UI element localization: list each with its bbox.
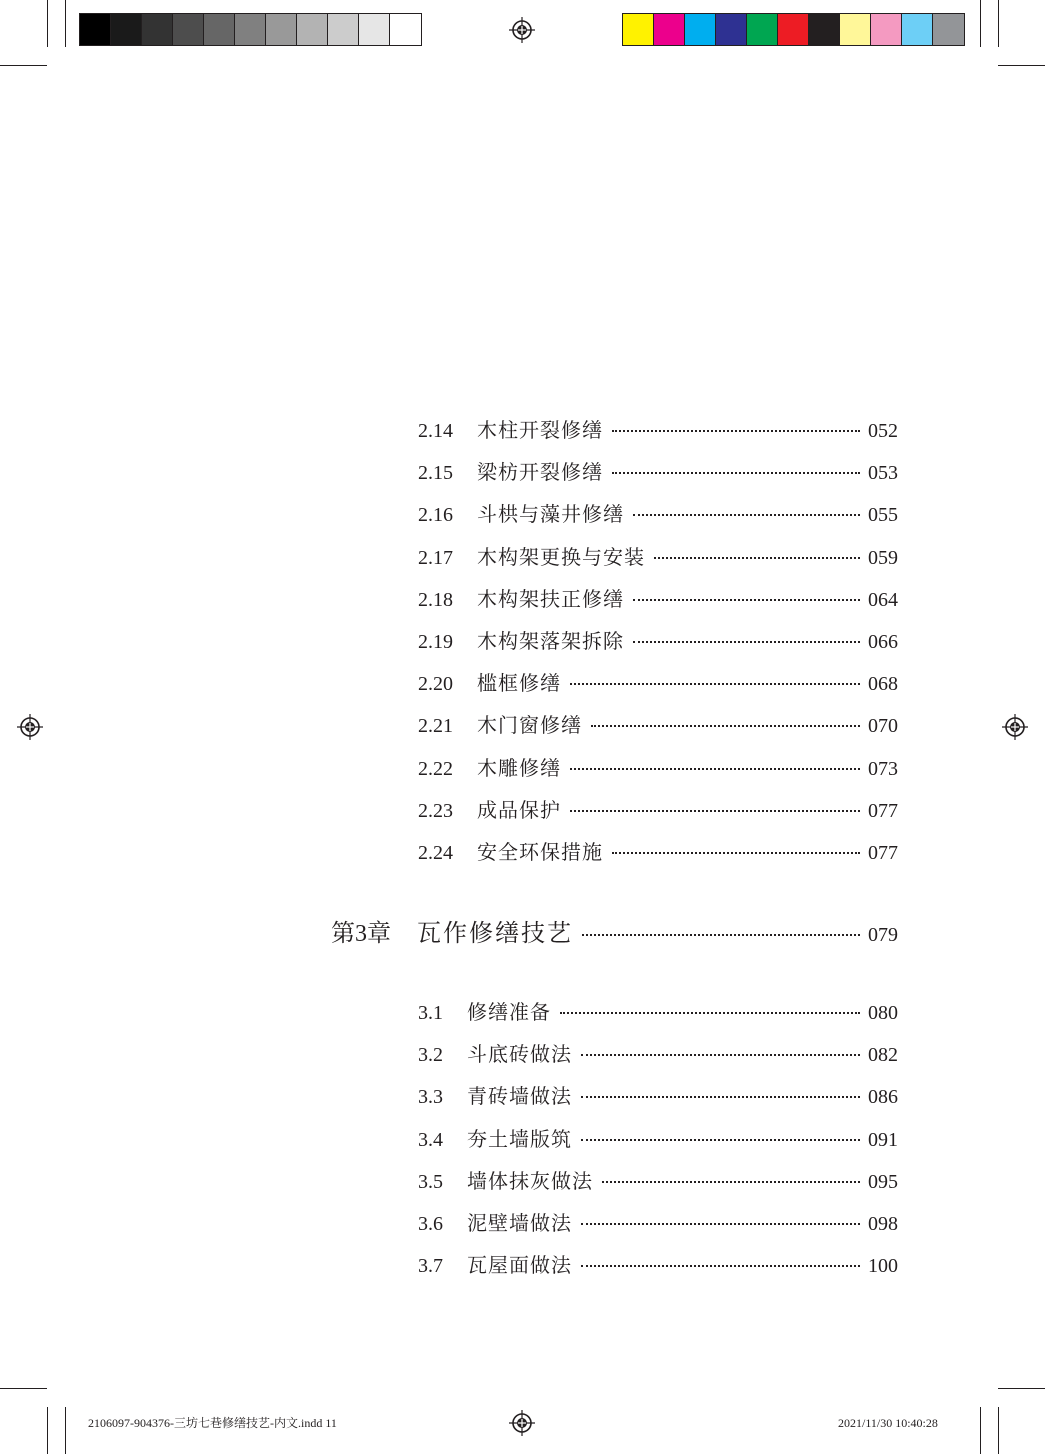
crop-mark — [998, 1407, 999, 1454]
entry-number: 2.24 — [418, 842, 453, 864]
entry-number: 2.22 — [418, 757, 453, 780]
entry-page: 086 — [868, 1086, 898, 1109]
registration-mark-icon — [17, 714, 43, 740]
color-swatch — [654, 14, 685, 45]
toc-entry — [418, 670, 898, 698]
slug-filename: 2106097-904376-三坊七巷修缮技艺-内文.indd 11 — [88, 1416, 337, 1430]
dot-leader — [612, 466, 860, 474]
entry-title: 木构架更换与安装 — [477, 546, 645, 569]
entry-title: 木雕修缮 — [477, 757, 561, 780]
toc-entry — [418, 1083, 898, 1111]
color-swatch — [933, 14, 964, 45]
crop-mark — [980, 0, 981, 47]
registration-mark-icon — [1002, 714, 1028, 740]
color-swatch — [840, 14, 871, 45]
entry-number: 2.16 — [418, 504, 453, 527]
entry-number: 2.20 — [418, 673, 453, 696]
toc-entry — [418, 586, 898, 614]
process-color-bar — [622, 13, 965, 46]
entry-number: 2.14 — [418, 420, 453, 442]
color-swatch — [204, 14, 235, 45]
entry-page: 100 — [868, 1255, 898, 1278]
color-swatch — [685, 14, 716, 45]
toc-entry — [418, 1126, 898, 1154]
entry-number: 3.5 — [418, 1170, 443, 1193]
entry-title: 木构架扶正修缮 — [477, 588, 624, 611]
entry-page: 053 — [868, 462, 898, 485]
registration-mark-icon — [509, 1410, 535, 1436]
entry-title: 安全环保措施 — [477, 842, 603, 864]
entry-page: 064 — [868, 588, 898, 611]
dot-leader — [570, 804, 860, 812]
chapter-page: 079 — [868, 924, 898, 946]
dot-leader — [560, 1006, 860, 1014]
color-swatch — [297, 14, 328, 45]
color-swatch — [871, 14, 902, 45]
entry-page: 091 — [868, 1128, 898, 1151]
crop-mark — [65, 1407, 66, 1454]
entry-page: 098 — [868, 1213, 898, 1235]
entry-page: 066 — [868, 631, 898, 653]
chapter-title: 瓦作修缮技艺 — [417, 921, 573, 947]
crop-mark — [0, 1388, 47, 1389]
toc-entry — [418, 1041, 898, 1069]
toc-entry — [418, 1252, 898, 1280]
entry-title: 成品保护 — [477, 799, 561, 822]
toc-entry — [418, 839, 898, 867]
dot-leader — [581, 1217, 860, 1225]
color-swatch — [142, 14, 173, 45]
crop-mark — [998, 1388, 1045, 1389]
dot-leader — [581, 1048, 860, 1056]
dot-leader — [633, 508, 860, 516]
entry-title: 夯土墙版筑 — [467, 1128, 572, 1151]
dot-leader — [602, 1175, 860, 1183]
color-swatch — [359, 14, 390, 45]
color-swatch — [266, 14, 297, 45]
entry-page: 077 — [868, 842, 898, 864]
color-swatch — [328, 14, 359, 45]
color-swatch — [390, 14, 421, 45]
entry-number: 3.7 — [418, 1255, 443, 1278]
entry-page: 070 — [868, 715, 898, 738]
entry-title: 修缮准备 — [467, 1002, 551, 1024]
entry-page: 055 — [868, 504, 898, 527]
color-swatch — [778, 14, 809, 45]
toc-chapter-3 — [331, 920, 898, 948]
dot-leader — [582, 928, 860, 936]
entry-number: 3.6 — [418, 1213, 443, 1235]
entry-title: 木构架落架拆除 — [477, 631, 624, 653]
crop-mark — [998, 65, 1045, 66]
color-swatch — [902, 14, 933, 45]
toc-entry — [418, 544, 898, 572]
dot-leader — [570, 762, 860, 770]
entry-title: 槛框修缮 — [477, 673, 561, 696]
toc-entry — [418, 459, 898, 487]
entry-title: 瓦屋面做法 — [467, 1255, 572, 1278]
dot-leader — [633, 635, 860, 643]
grayscale-color-bar — [79, 13, 422, 46]
entry-page: 068 — [868, 673, 898, 696]
color-swatch — [235, 14, 266, 45]
toc-entry — [418, 501, 898, 529]
chapter-number: 第3章 — [331, 921, 391, 947]
entry-title: 青砖墙做法 — [467, 1086, 572, 1109]
toc-entry — [418, 417, 898, 445]
entry-title: 木门窗修缮 — [477, 715, 582, 738]
color-swatch — [173, 14, 204, 45]
dot-leader — [581, 1259, 860, 1267]
entry-number: 2.23 — [418, 799, 453, 822]
toc-entry — [418, 628, 898, 656]
entry-number: 2.17 — [418, 546, 453, 569]
entry-page: 095 — [868, 1170, 898, 1193]
dot-leader — [612, 424, 860, 432]
color-swatch — [809, 14, 840, 45]
slug-datetime: 2021/11/30 10:40:28 — [838, 1416, 938, 1430]
toc-entry — [418, 1210, 898, 1238]
toc-entry — [418, 999, 898, 1027]
entry-page: 052 — [868, 420, 898, 442]
toc-entry — [418, 755, 898, 783]
dot-leader — [581, 1090, 860, 1098]
crop-mark — [0, 65, 47, 66]
entry-number: 2.19 — [418, 631, 453, 653]
entry-number: 3.2 — [418, 1044, 443, 1067]
dot-leader — [591, 719, 860, 727]
entry-page: 080 — [868, 1002, 898, 1024]
entry-title: 泥壁墙做法 — [467, 1213, 572, 1235]
entry-title: 木柱开裂修缮 — [477, 420, 603, 442]
entry-number: 3.1 — [418, 1002, 443, 1024]
entry-title: 斗底砖做法 — [467, 1044, 572, 1067]
dot-leader — [570, 677, 860, 685]
color-swatch — [111, 14, 142, 45]
entry-title: 墙体抹灰做法 — [467, 1170, 593, 1193]
entry-page: 073 — [868, 757, 898, 780]
entry-page: 059 — [868, 546, 898, 569]
toc-entry — [418, 1168, 898, 1196]
dot-leader — [654, 551, 860, 559]
color-swatch — [80, 14, 111, 45]
crop-mark — [47, 1407, 48, 1454]
entry-title: 斗栱与藻井修缮 — [477, 504, 624, 527]
color-swatch — [716, 14, 747, 45]
crop-mark — [47, 0, 48, 47]
crop-mark — [980, 1407, 981, 1454]
registration-mark-icon — [509, 17, 535, 43]
entry-number: 2.18 — [418, 588, 453, 611]
color-swatch — [623, 14, 654, 45]
entry-page: 082 — [868, 1044, 898, 1067]
dot-leader — [581, 1133, 860, 1141]
entry-number: 2.15 — [418, 462, 453, 485]
toc-entry — [418, 797, 898, 825]
entry-page: 077 — [868, 799, 898, 822]
color-swatch — [747, 14, 778, 45]
crop-mark — [998, 0, 999, 47]
crop-mark — [65, 0, 66, 47]
entry-number: 3.3 — [418, 1086, 443, 1109]
entry-title: 梁枋开裂修缮 — [477, 462, 603, 485]
entry-number: 3.4 — [418, 1128, 443, 1151]
entry-number: 2.21 — [418, 715, 453, 738]
dot-leader — [633, 593, 860, 601]
dot-leader — [612, 846, 860, 854]
toc-entry — [418, 712, 898, 740]
